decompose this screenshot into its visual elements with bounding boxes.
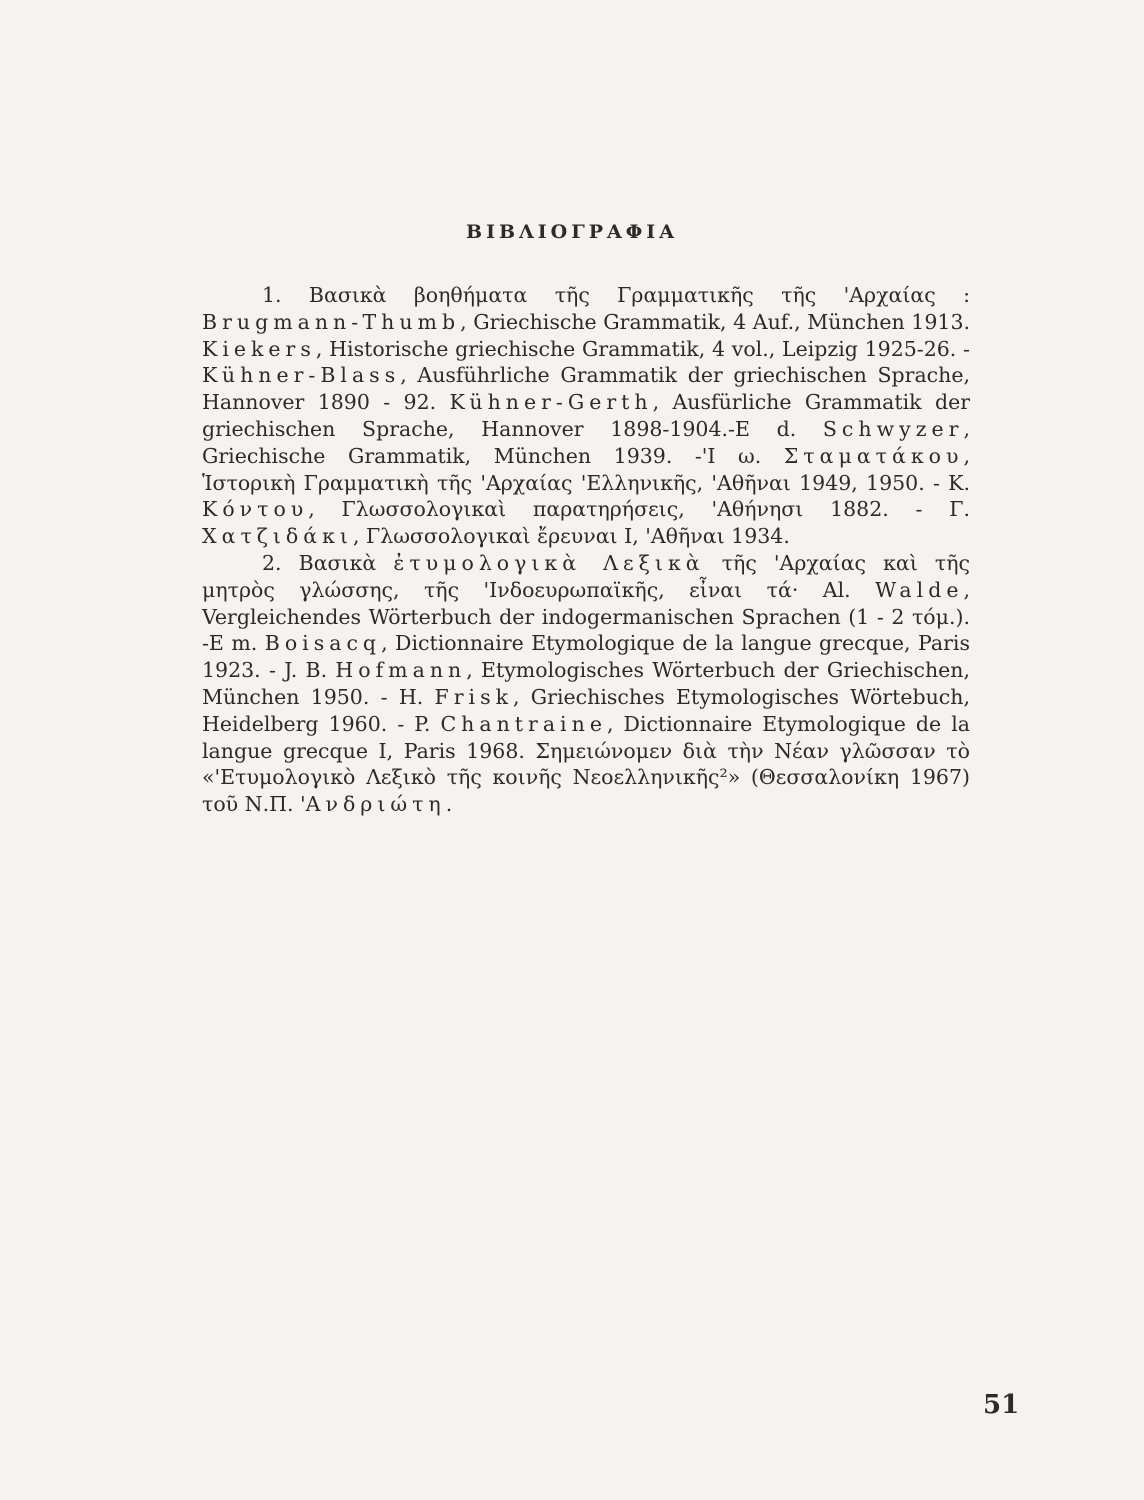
text-segment: , Dictionnaire Etymologique de la langue grecque, Paris 1923. - J. B. (202, 631, 970, 683)
bibliography-paragraph-1 (202, 282, 970, 550)
text-segment: , Historische griechische Grammatik, 4 vol., Leipzig 1925-26. - (315, 336, 970, 361)
text-segment: , Dictionnaire Etymologique de la langue grecque I, Paris 1968. Σημειώνομεν διὰ τὴν Νέαν γλῶσσαν τὸ «'Ετυμολογικὸ Λεξικὸ τῆς κοινῆς Νεοελληνικῆς²» (Θεσσαλονίκη 1967) τοῦ Ν.Π. ' (202, 711, 970, 817)
author-name: Ανδριώτη (305, 792, 446, 817)
page-title: ΒΙΒΛΙΟΓΡΑΦΙΑ (466, 221, 678, 243)
emphasized-term: ἐτυμολογικὰ Λεξικὰ (393, 550, 705, 575)
text-segment: , Ausfürliche Grammatik der griechischen Sprache, Hannover 1898-1904.-E d. (202, 390, 970, 441)
bibliography-body (202, 282, 970, 818)
text-segment: , Etymologisches Wörterbuch der Griechischen, München 1950. - H. (202, 658, 971, 709)
page-number: 51 (983, 1390, 1020, 1420)
author-name: Kiekers (202, 336, 316, 361)
text-segment: . (445, 792, 453, 817)
text-segment: , Griechisches Etymologisches Wörtebuch, Heidelberg 1960. - P. (202, 684, 970, 736)
author-name: Frisk (434, 684, 514, 709)
author-name: Schwyzer (822, 416, 964, 441)
text-segment: , Vergleichendes Wörterbuch der indogermanischen Sprachen (1 - 2 τόμ.). -E m. (202, 577, 970, 656)
author-name: Brugmann-Thumb (202, 309, 461, 334)
author-name: Hofmann (335, 658, 467, 683)
author-name: Σταματάκου (783, 443, 964, 468)
author-name: Χατζιδάκι (202, 524, 353, 549)
text-segment: 1. Βασικὰ βοηθήματα τῆς Γραμματικῆς τῆς 'Αρχαίας : (262, 283, 970, 307)
text-segment: , Griechische Grammatik, 4 Auf., München 1913. (460, 309, 970, 334)
author-name: Κόντου (202, 497, 309, 522)
text-segment: , Ausführliche Grammatik der griechischen Sprache, Hannover 1890 - 92. (202, 363, 970, 415)
author-name: Chantraine (440, 711, 607, 736)
author-name: Kühner-Gerth (449, 390, 653, 415)
text-segment: 2. Βασικὰ (262, 550, 394, 575)
text-segment: τῆς 'Αρχαίας καὶ τῆς μητρὸς γλώσσης, τῆς 'Ινδοευρωπαϊκῆς, εἶναι τά· Al. (202, 550, 971, 602)
bibliography-paragraph-2 (202, 550, 970, 818)
text-segment: , Griechische Grammatik, München 1939. -'Ι ω. (202, 416, 970, 468)
text-segment: , Γλωσσολογικαὶ ἔρευναι Ι, 'Αθῆναι 1934. (352, 524, 790, 549)
author-name: Walde (875, 577, 964, 602)
text-segment: , Γλωσσολογικαὶ παρατηρήσεις, 'Αθήνησι 1882. - Γ. (308, 497, 970, 522)
author-name: Boisacq (264, 631, 382, 656)
text-segment: , Ἱστορικὴ Γραμματικὴ τῆς 'Αρχαίας 'Ελληνικῆς, 'Αθῆναι 1949, 1950. - Κ. (202, 443, 970, 495)
author-name: Kühner-Blass (202, 363, 401, 388)
